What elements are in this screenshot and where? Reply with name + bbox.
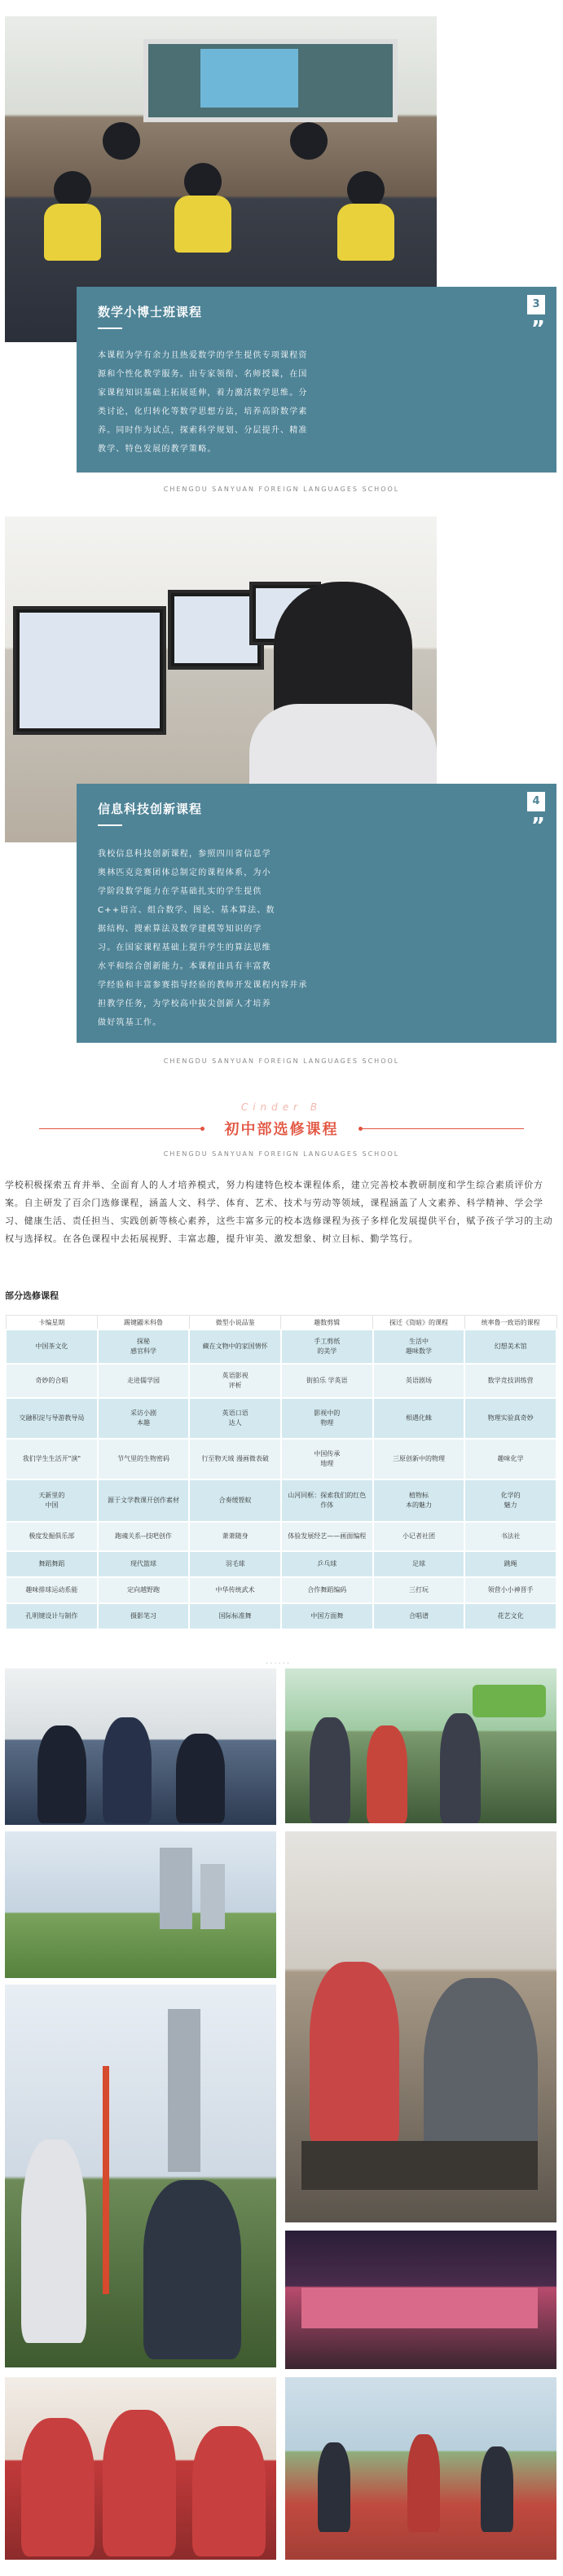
collage-photo-rocket-project <box>5 1985 276 2367</box>
table-row <box>6 1522 556 1551</box>
table-header-cell: 趣数剪辑 <box>281 1316 373 1330</box>
table-cell: 中国方面舞 <box>281 1603 373 1629</box>
card-body-line: 类讨论，化归转化等数学思想方法，培养高阶数学素 <box>98 407 308 416</box>
table-cell: 化学的 魅力 <box>464 1479 556 1522</box>
card-body-line: 奥林匹克竞赛团体总制定的课程体系，为小 <box>98 868 271 877</box>
table-row <box>6 1439 556 1479</box>
table-cell: 合作舞蹈编码 <box>281 1577 373 1603</box>
title-underline <box>98 327 122 329</box>
table-cell: 交融积淀与导游教导局 <box>6 1398 98 1439</box>
section-deco-text: Cinder B <box>240 1101 323 1113</box>
table-cell: 足球 <box>373 1551 465 1577</box>
table-row <box>6 1551 556 1577</box>
collage-photo-science-lab <box>5 1668 276 1825</box>
table-row <box>6 1479 556 1522</box>
table-cell: 源于文学教课开创作素材 <box>98 1479 190 1522</box>
table-cell: 植物标 本的魅力 <box>373 1479 465 1522</box>
section-line-right <box>361 1128 524 1129</box>
card-body-line: 做好筑基工作。 <box>98 1018 162 1027</box>
course-card-math <box>77 287 556 473</box>
collage-photo-outdoor-activity <box>285 1668 556 1823</box>
table-cell: 领营小小神晋手 <box>464 1577 556 1603</box>
section-title: 初中部选修课程 <box>224 1121 339 1138</box>
table-cell: 数学竞技训练营 <box>464 1364 556 1398</box>
card-title: 信息科技创新课程 <box>98 802 203 816</box>
course-table <box>5 1315 557 1630</box>
table-header-cell: 卡编星期 <box>6 1316 98 1330</box>
card-body-line: 养。同时作为试点，探索科学规划、分层提升、精准 <box>98 426 308 435</box>
table-cell: 走进儒学园 <box>98 1364 190 1398</box>
table-cell: 街拍乐 学英语 <box>281 1364 373 1398</box>
table-cell: 行至物天域 漫画微表破 <box>189 1439 281 1479</box>
table-cell: 跑魂关系--技吧创作 <box>98 1522 190 1551</box>
table-cell: 英语剧场 <box>373 1364 465 1398</box>
table-header-cell: 统率鲁一致语的课程 <box>464 1316 556 1330</box>
table-cell: 跳绳 <box>464 1551 556 1577</box>
table-header-cell: 踢键鼹米科鲁 <box>98 1316 190 1330</box>
card-body-line: 我校信息科技创新课程，参照四川省信息学 <box>98 850 271 859</box>
table-cell: 探秘 感官科学 <box>98 1330 190 1364</box>
table-cell: 国际标准舞 <box>189 1603 281 1629</box>
card-body-line: 习。在国家课程基础上提升学生的算法思维 <box>98 943 271 952</box>
table-row <box>6 1603 556 1629</box>
card-body-line: 本课程为学有余力且热爱数学的学生提供专项课程资 <box>98 351 308 360</box>
table-cell: 英语影视 评析 <box>189 1364 281 1398</box>
table-cell: 天新里的 中国 <box>6 1479 98 1522</box>
table-cell: 合唱谱 <box>373 1603 465 1629</box>
collage-photo-workshop <box>285 1831 556 2222</box>
card-body-line: 学经验和丰富参赛指导经验的教师开发课程内容并承 <box>98 981 308 990</box>
table-cell: 中国传承 地理 <box>281 1439 373 1479</box>
section-intro: 学校积极探索五育并举、全面育人的人才培养模式，努力构建特色校本课程体系，建立完善校本教研制度和学生综合素质评价方案。自主研发了百余门选修课程，涵盖人文、科学、体育、艺术、技术与劳动等领域，课程涵盖了人文素养、科学精神、学会学习、健康生活、责任担当、实践创新等核心素养，这些丰富多元的校本选修课程为孩子多样化发展提供平台，赋予孩子学习的主动权与选择权。在各色课程中去拓展视野、丰富志趣，提升审美、激发想象、树立目标、勤学笃行。 <box>5 1180 553 1244</box>
table-cell: 中华传统武术 <box>189 1577 281 1603</box>
school-name: CHENGDU SANYUAN FOREIGN LANGUAGES SCHOOL <box>163 486 400 493</box>
table-cell: 相遇化蛛 <box>373 1398 465 1439</box>
school-name: CHENGDU SANYUAN FOREIGN LANGUAGES SCHOOL <box>163 1150 400 1158</box>
table-cell: 羽毛球 <box>189 1551 281 1577</box>
more-indicator: ...... <box>266 1657 292 1666</box>
card-body-line: 担教学任务，为学校高中拔尖创新人才培养 <box>98 1000 271 1009</box>
collage-photo-choir-stage <box>285 2231 556 2369</box>
table-row <box>6 1398 556 1439</box>
table-header-row <box>6 1316 556 1330</box>
table-header-cell: 微型小说品鉴 <box>189 1316 281 1330</box>
table-body <box>6 1330 556 1629</box>
card-title: 数学小博士班课程 <box>98 305 203 319</box>
title-underline <box>98 824 122 826</box>
table-row <box>6 1577 556 1603</box>
table-cell: 幻想美术馆 <box>464 1330 556 1364</box>
table-cell: 花艺文化 <box>464 1603 556 1629</box>
table-cell: 奇妙的合唱 <box>6 1364 98 1398</box>
card-body-line: 水平和综合创新能力。本课程由具有丰富教 <box>98 962 271 971</box>
card-body-line: 源和个性化教学服务。由专家领衔、名师授课，在国 <box>98 370 308 379</box>
table-cell: 趣味化学 <box>464 1439 556 1479</box>
table-cell: 物理实验真奇妙 <box>464 1398 556 1439</box>
table-cell: 三原创新中的物理 <box>373 1439 465 1479</box>
table-cell: 小记者社团 <box>373 1522 465 1551</box>
quote-icon: ” <box>530 814 545 838</box>
table-cell: 现代篮球 <box>98 1551 190 1577</box>
table-cell: 采访小剧 本趣 <box>98 1398 190 1439</box>
collage-photo-art-class <box>5 2377 276 2560</box>
table-row <box>6 1364 556 1398</box>
table-cell: 趣味排球运动系能 <box>6 1577 98 1603</box>
table-cell: 中国茶文化 <box>6 1330 98 1364</box>
table-cell: 手工剪纸 的美学 <box>281 1330 373 1364</box>
table-cell: 三打玩 <box>373 1577 465 1603</box>
table-row <box>6 1330 556 1364</box>
card-body-line: 教学、特色发展的教学策略。 <box>98 445 217 454</box>
card-number: 4 <box>527 792 545 811</box>
card-body-line: 据结构、搜索算法及数学建模等知识的学 <box>98 925 262 934</box>
table-cell: 英语口语 达人 <box>189 1398 281 1439</box>
card-body-line: 学阶段数学能力在学基础扎实的学生提供 <box>98 887 262 896</box>
collage-photo-sports-field <box>5 1831 276 1978</box>
table-cell: 孔明键设计与制作 <box>6 1603 98 1629</box>
table-cell: 山河同框：探索我们的红色 作体 <box>281 1479 373 1522</box>
quote-icon: ” <box>530 317 545 341</box>
table-cell: 极度发掘俱乐部 <box>6 1522 98 1551</box>
table-cell: 书法社 <box>464 1522 556 1551</box>
table-cell: 萧萧随身 <box>189 1522 281 1551</box>
school-name: CHENGDU SANYUAN FOREIGN LANGUAGES SCHOOL <box>163 1057 400 1065</box>
course-card-it <box>77 784 556 1043</box>
table-header-cell: 探迁《资暗》的课程 <box>373 1316 465 1330</box>
table-cell: 合奏缓铿蚁 <box>189 1479 281 1522</box>
table-cell: 定向越野跑 <box>98 1577 190 1603</box>
card-body-line: 家课程知识基础上拓展延伸，着力激活数学思维。分 <box>98 389 308 398</box>
table-cell: 生活中 趣味数学 <box>373 1330 465 1364</box>
table-cell: 节气里的生物密码 <box>98 1439 190 1479</box>
table-cell: 我们学生生活开"演" <box>6 1439 98 1479</box>
card-number: 3 <box>527 295 545 314</box>
table-cell: 藏在文物中的家国情怀 <box>189 1330 281 1364</box>
subheading: 部分选修课程 <box>5 1290 59 1301</box>
table-cell: 乒乓球 <box>281 1551 373 1577</box>
table-cell: 体验发展经艺——画面编程 <box>281 1522 373 1551</box>
projector-screen <box>200 49 298 108</box>
table-cell: 影视中的 物理 <box>281 1398 373 1439</box>
table-cell: 舞蹈舞蹈 <box>6 1551 98 1577</box>
collage-photo-running-track <box>285 2377 556 2560</box>
card-body-line: C++语言、组合数学、图论、基本算法、数 <box>98 906 275 915</box>
table-cell: 摄影笔习 <box>98 1603 190 1629</box>
